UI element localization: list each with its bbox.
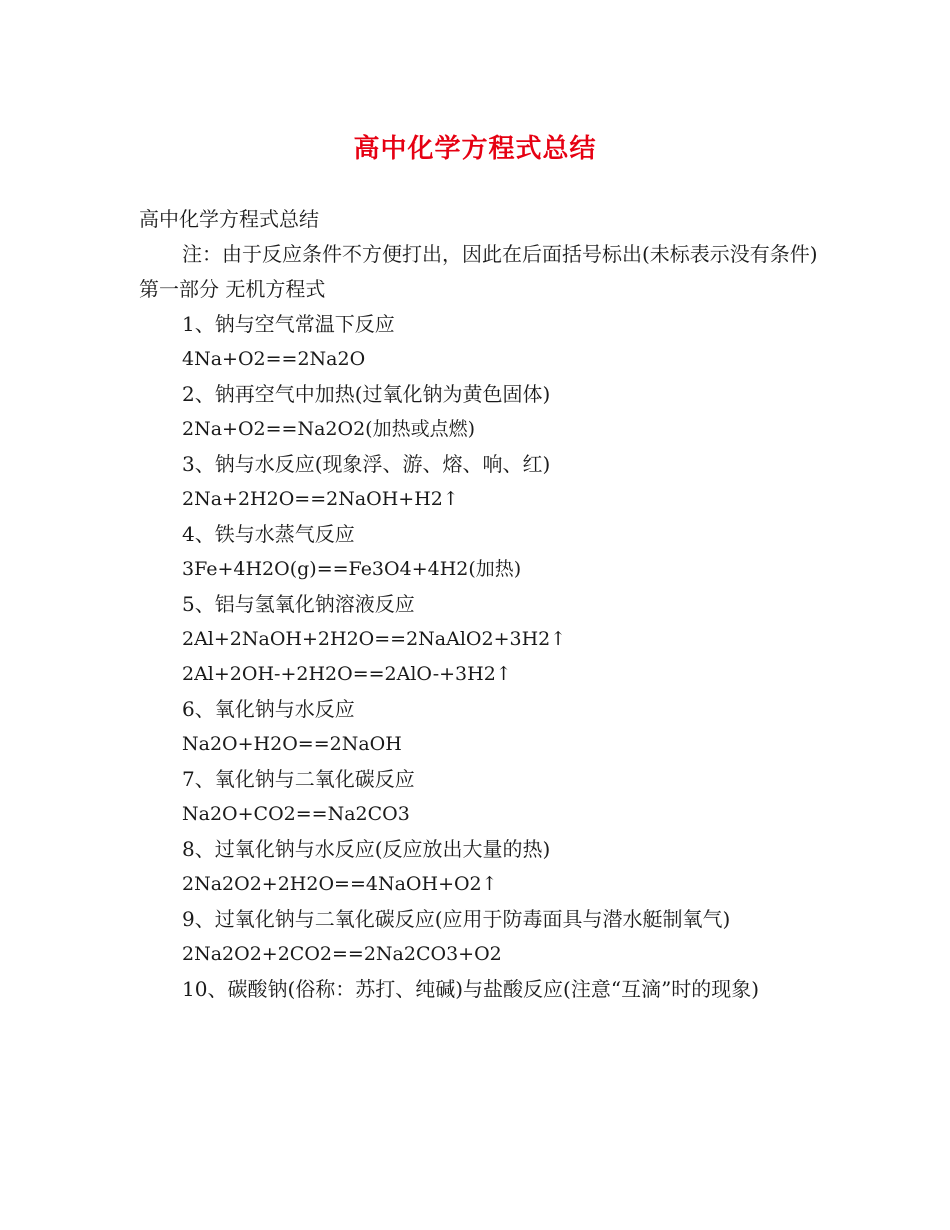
equation-line: 3Fe+4H2O(g)==Fe3O4+4H2(加热) — [182, 558, 522, 580]
equation-line: 2Na+O2==Na2O2(加热或点燃) — [182, 418, 475, 440]
item-heading-wrapped: 10、碳酸钠(俗称：苏打、纯碱)与盐酸反应(注意“互滴”时的现象) — [182, 977, 760, 1001]
equation-line: 2Na2O2+2H2O==4NaOH+O2↑ — [182, 873, 498, 895]
item-heading: 9、过氧化钠与二氧化碳反应(应用于防毒面具与潜水艇制氧气) — [182, 907, 731, 931]
item-heading: 3、钠与水反应(现象浮、游、熔、响、红) — [182, 452, 551, 476]
item-heading: 6、氧化钠与水反应 — [182, 697, 355, 721]
subtitle-line: 高中化学方程式总结 — [139, 207, 319, 231]
equation-line: 2Al+2OH-+2H2O==2AlO-+3H2↑ — [182, 663, 512, 685]
item-heading: 4、铁与水蒸气反应 — [182, 522, 355, 546]
equation-line: Na2O+CO2==Na2CO3 — [182, 803, 410, 825]
item-heading: 5、铝与氢氧化钠溶液反应 — [182, 592, 415, 616]
item-heading: 1、钠与空气常温下反应 — [182, 312, 395, 336]
document-title: 高中化学方程式总结 — [353, 134, 597, 164]
equation-line: 4Na+O2==2Na2O — [182, 348, 366, 370]
part-heading: 第一部分 无机方程式 — [139, 277, 326, 301]
equation-line: 2Na+2H2O==2NaOH+H2↑ — [182, 488, 459, 510]
note-paragraph: 注：由于反应条件不方便打出，因此在后面括号标出(未标表示没有条件) — [182, 242, 818, 266]
equation-line: 2Al+2NaOH+2H2O==2NaAlO2+3H2↑ — [182, 628, 567, 650]
item-heading: 7、氧化钠与二氧化碳反应 — [182, 767, 415, 791]
item-heading: 2、钠再空气中加热(过氧化钠为黄色固体) — [182, 382, 551, 406]
equation-line: 2Na2O2+2CO2==2Na2CO3+O2 — [182, 943, 502, 965]
equation-line: Na2O+H2O==2NaOH — [182, 733, 402, 755]
document-body — [139, 202, 819, 1007]
item-heading: 8、过氧化钠与水反应(反应放出大量的热) — [182, 837, 551, 861]
